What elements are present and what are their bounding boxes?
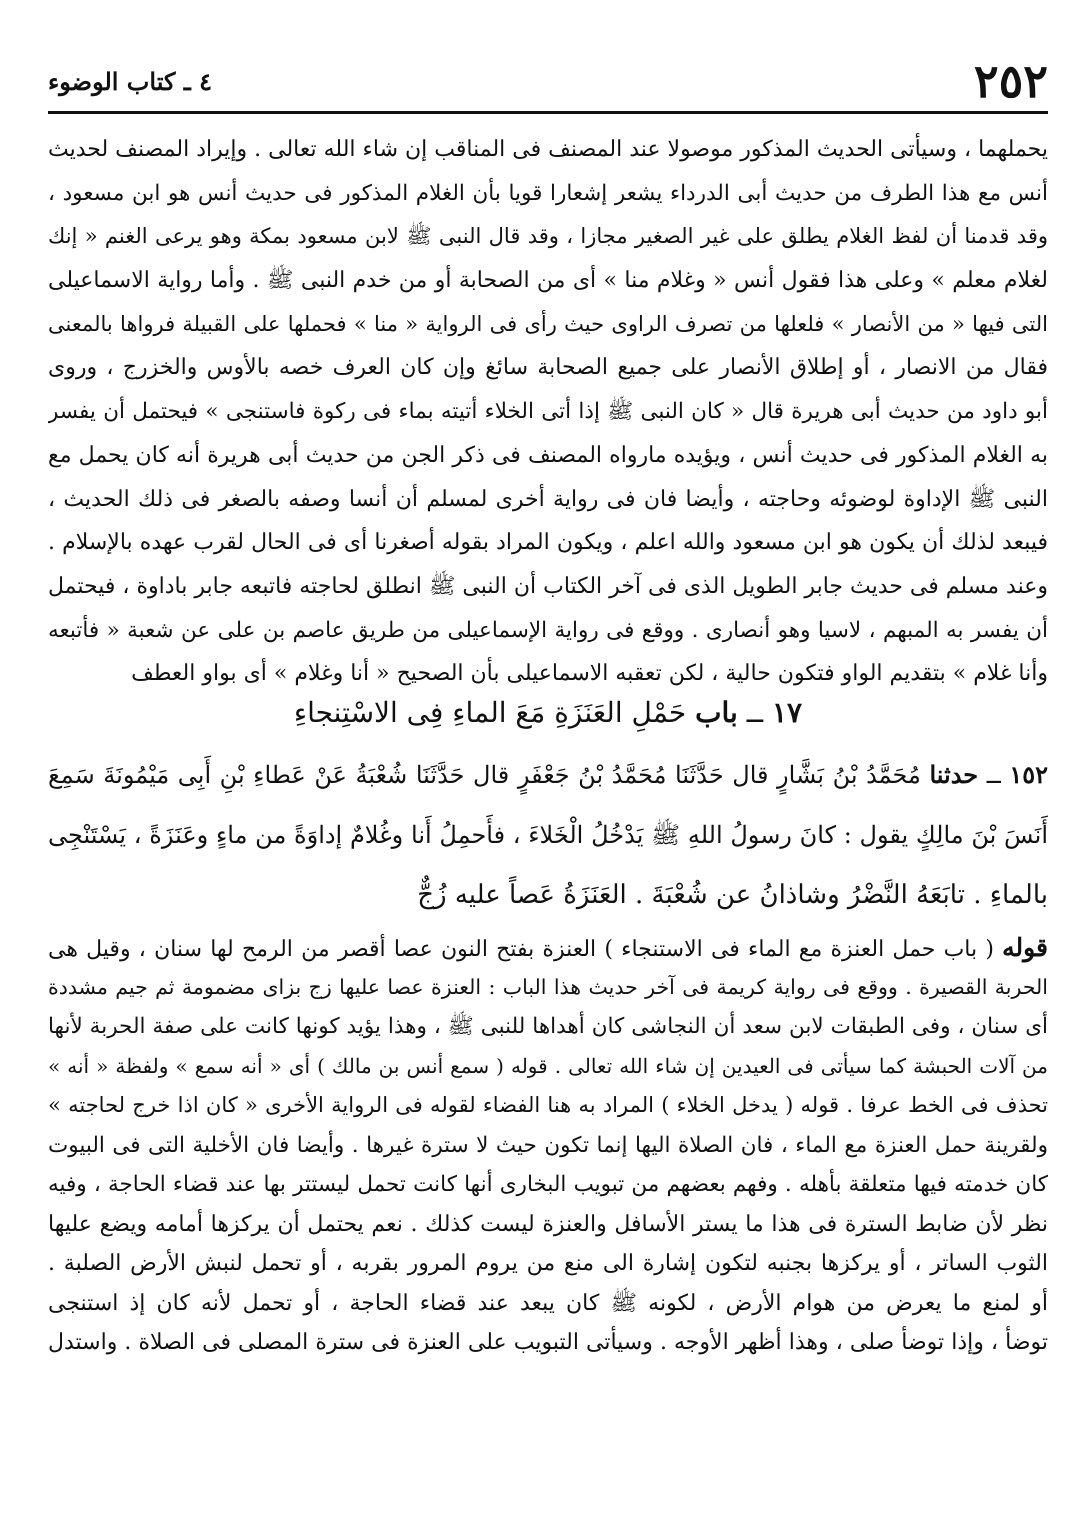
commentary-line: الثوب الساتر ، أو يركزها بجنبه لتكون إشارة الى منع من يروم المرور بقربه ، أو تحمل لنبش الأرض الصلبة . xyxy=(48,1251,1048,1276)
commentary-line: أى سنان ، وفى الطبقات لابن سعد أن النجاشى كان أهداها للنبى ﷺ ، وهذا يؤيد كونها كانت على صفة الحربة لأنها xyxy=(48,1014,1048,1039)
hadith-line: بالماءِ . تابَعَهُ النَّضْرُ وشاذانُ عن شُعْبَةَ . العَنَزَةُ عَصاً عليه زُجٌّ xyxy=(417,880,1048,910)
commentary-line: فقال من الانصار ، أو إطلاق الأنصار على جميع الصحابة سائغ وإن كان العرف خصه بالأوس والخزرج ، وروى xyxy=(48,355,1048,381)
commentary-line: نظر لأن ضابط السترة فى هذا ما يستر الأسافل والعنزة ليست كذلك . نعم يحتمل أن يركزها أمامه ويضع عليها xyxy=(48,1211,1048,1237)
hadith-line xyxy=(48,745,1048,805)
hadith-dash: ــ xyxy=(986,761,1001,789)
qawluh-marker: قوله xyxy=(1002,933,1048,962)
commentary-line: أبو داود من حديث أبى هريرة قال « كان النبى ﷺ إذا أتى الخلاء أتيته بماء فى ركوة فاستنجى » فيحتمل أن يفسر xyxy=(48,399,1048,425)
bab-number: ١٧ xyxy=(772,696,803,729)
commentary-line: التى فيها « من الأنصار » فلعلها من تصرف الراوى حيث رأى فى الرواية « منا » فحملها على القبيلة فرواها بالمعنى xyxy=(48,311,1048,336)
bab-dash: ــ xyxy=(746,696,764,729)
hadith-number: ١٥٢ xyxy=(1009,760,1048,789)
commentary-line: توضأ ، وإذا توضأ صلى ، وهذا أظهر الأوجه . وسيأتى التبويب على العنزة فى سترة المصلى فى الصلاة . واستدل xyxy=(48,1330,1048,1355)
commentary-line: النبى ﷺ الإداوة لوضوئه وحاجته ، وأيضا فان فى رواية أخرى لمسلم أن أنسا وصفه بالصغر فى ذلك الحديث ، xyxy=(48,486,1048,512)
commentary-line: لغلام معلم » وعلى هذا فقول أنس « وغلام منا » أى من الصحابة أو من خدم النبى ﷺ . وأما رواية الاسماعيلى xyxy=(48,268,1048,294)
commentary-line: أنس مع هذا الطرف من حديث أبى الدرداء يشعر إشعارا قويا بأن الغلام المذكور فى حديث أنس هو ابن مسعود ، xyxy=(48,180,1048,206)
commentary-line: وقد قدمنا أن لفظ الغلام يطلق على غير الصغير مجازا ، وقد قال النبى ﷺ لابن مسعود بمكة وهو يرعى الغنم « إنك xyxy=(48,224,1048,249)
commentary-line: به الغلام المذكور فى حديث أنس ، ويؤيده مارواه المصنف فى ذكر الجن من حديث أبى هريرة أنه كان يحمل مع xyxy=(48,442,1048,468)
commentary-line: ولقرينة حمل العنزة مع الماء ، فان الصلاة اليها إنما تكون حيث لا سترة غيرها . وأيضا فان الأخلية التى فى البيوت xyxy=(48,1132,1048,1158)
commentary-line: يحملهما ، وسيأتى الحديث المذكور موصولا عند المصنف فى المناقب إن شاء الله تعالى . وإيراد المصنف لحديث xyxy=(48,137,1048,162)
commentary-section-2 xyxy=(48,928,1048,1363)
commentary-line: تحذف فى الخط عرفا . قوله ( يدخل الخلاء ) المراد به هنا الفضاء لقوله فى الرواية الأخرى « كان اذا خرج لحاجته » xyxy=(48,1093,1048,1117)
chapter-title: ٤ ـ كتاب الوضوء xyxy=(48,66,213,96)
commentary-line-text: ( باب حمل العنزة مع الماء فى الاستنجاء ) العنزة بفتح النون عصا أقصر من الرمح لها سنان ، وقيل هى xyxy=(48,937,1003,962)
hadith-opening: حدثنا xyxy=(929,760,979,789)
page-header xyxy=(48,52,1048,110)
commentary-line: فيبعد لذلك أن يكون هو ابن مسعود والله اعلم ، ويكون المراد بقوله أصغرنا أى فى الحال لقرب عهده بالإسلام . xyxy=(48,530,1048,556)
header-divider xyxy=(48,111,1048,114)
bab-heading xyxy=(48,688,1048,738)
hadith-text xyxy=(48,745,1048,925)
commentary-line: الحربة القصيرة . ووقع فى رواية كريمة فى آخر حديث هذا الباب : العنزة عصا عليها زج بزاى مضمومة ثم جيم مشددة xyxy=(48,974,1048,999)
commentary-section-1 xyxy=(48,128,1048,696)
commentary-line: وأنا غلام » بتقديم الواو فتكون حالية ، لكن تعقبه الاسماعيلى بأن الصحيح « أنا وغلام » أى بواو العطف xyxy=(131,661,1048,687)
bab-word: باب xyxy=(695,696,738,729)
hadith-line: أَنَسَ بْنَ مالِكٍ يقول : كانَ رسولُ اللهِ ﷺ يَدْخُلُ الْخَلاءَ ، فأَحمِلُ أَنا وغُلامٌ إداوَةً من ماءٍ وعَنَزَةً ، يَسْتَنْجِى xyxy=(48,821,1048,849)
page-number: ٢٥٢ xyxy=(973,54,1048,108)
commentary-line: وعند مسلم فى حديث جابر الطويل الذى فى آخر الكتاب أن النبى ﷺ انطلق لحاجته فاتبعه جابر باداوة ، فيحتمل xyxy=(48,573,1048,599)
commentary-line: أن يفسر به المبهم ، لاسيا وهو أنصارى . ووقع فى رواية الإسماعيلى من طريق عاصم بن على عن شعبة « فأتبعه xyxy=(48,617,1048,643)
commentary-line: من آلات الحبشة كما سيأتى فى العيدين إن شاء الله تعالى . قوله ( سمع أنس بن مالك ) أى « أنه سمع » ولفظة « أنه » xyxy=(48,1053,1048,1078)
bab-title: حَمْلِ العَنَزَةِ مَعَ الماءِ فِى الاسْتِنجاءِ xyxy=(293,696,687,729)
commentary-line xyxy=(48,928,1048,968)
commentary-line: كان خدمته فيها متعلقة بأهله . وفهم بعضهم من تبويب البخارى أنها كانت تحمل ليستتر بها عند قضاء الحاجة ، وفيه xyxy=(48,1172,1048,1197)
commentary-line: أو لمنع ما يعرض من هوام الأرض ، لكونه ﷺ كان يبعد عند قضاء الحاجة ، أو تحمل لأنه كان إذ استنجى xyxy=(48,1290,1048,1316)
hadith-isnad: مُحَمَّدُ بْنُ بَشَّارٍ قال حَدَّثَنَا مُحَمَّدُ بْنُ جَعْفَرٍ قال حَدَّثَنَا شُعْبَةُ عَنْ عَطاءِ بْنِ أَبِى مَيْمُونَةَ سَمِعَ xyxy=(48,761,921,789)
